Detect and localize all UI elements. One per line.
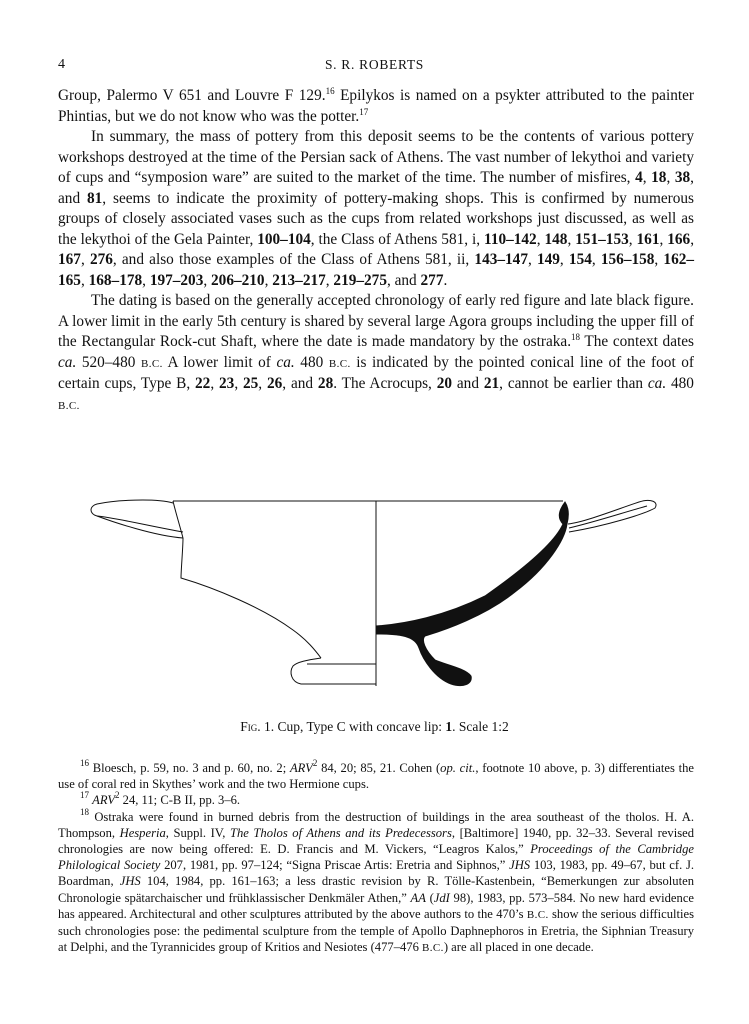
- footnotes: [58, 760, 694, 956]
- cup-profile-figure: [85, 488, 665, 698]
- footnote-16: $^{16}$ Bloesch, p. 59, no. 3 and p. 60, no. 2; ARV$^2$ 84, 20; 85, 21. Cohen (op. cit., footnote 10 above, p. 3) differentiates the use of coral red in Skythes’ work and the two Hermione cups.: [58, 758, 694, 792]
- figure-caption: Fig. 1. Cup, Type C with concave lip: 1. Scale 1:2: [240, 719, 509, 734]
- cup-profile-drawing: [85, 488, 665, 698]
- left-body-outline: [181, 538, 321, 658]
- left-lip: [173, 501, 183, 538]
- body-text: [58, 86, 694, 416]
- left-foot-outline: [291, 658, 376, 684]
- running-head: S. R. ROBERTS: [324, 57, 425, 72]
- right-handle-inner: [569, 506, 647, 528]
- footnote-ref[interactable]: 16: [325, 86, 335, 96]
- page-number: 4: [58, 57, 65, 72]
- footnote-ref[interactable]: 18: [571, 332, 581, 342]
- paragraph-2: In summary, the mass of pottery from this deposit seems to be the contents of various pottery workshops destroyed at the time of the Persian sack of Athens. The vast number of lekythoi and variety of cups and “symposion ware” are suited to the market of the time. The number of misfires, 4, 18, 38, and 81, seems to indicate the proximity of pottery-making shops. This is confirmed by numerous groups of closely associated vases such as the cups from related workshops just discussed, as well as the lekythoi of the Gela Painter, 100–104, the Class of Athens 581, i, 110–142, 148, 151–153, 161, 166, 167, 276, and also those examples of the Class of Athens 581, ii, 143–147, 149, 154, 156–158, 162–165, 168–178, 197–203, 206–210, 213–217, 219–275, and 277.: [58, 128, 695, 289]
- paragraph-3: The dating is based on the generally accepted chronology of early red figure and late black figure. A lower limit in the early 5th century is shared by several large Agora groups including the upper fill of the Rectangular Rock-cut Shaft, where the date is made mandatory by the ostraka.$^{18}$ The context dates ca. 520–480 B.C. A lower limit of ca. 480 B.C. is indicated by the pointed conical line of the foot of certain cups, Type B, 22, 23, 25, 26, and 28. The Acrocups, 20 and 21, cannot be earlier than ca. 480 B.C.: [58, 292, 695, 412]
- left-handle-outline: [91, 500, 183, 538]
- footnote-18: $^{18}$ Ostraka were found in burned debris from the destruction of buildings in the area southeast of the tholos. H. A. Thompson, Hesperia, Suppl. IV, The Tholos of Athens and its Predecessors, [Baltimore] 1940, pp. 32–33. Several revised chronologies are now being offered: E. D. Francis and M. Vickers, “Leagros Kalos,” Proceedings of the Cambridge Philological Society 207, 1981, pp. 97–124; “Signa Priscae Artis: Eretria and Siphnos,” JHS 103, 1983, pp. 49–67, but cf. J. Boardman, JHS 104, 1984, pp. 161–163; a less drastic revision by R. Tölle-Kastenbein, “Bemerkungen zur absoluten Chronologie spätarchaischer und frühklassischer Denkmäler Athen,” AA (JdI 98), 1983, pp. 573–584. No new hard evidence has appeared. Architectural and other sculptures attributed by the above authors to the 470’s B.C. show the serious difficulties such chronologies pose: the pedimental sculpture from the temple of Apollo Daphnephoros in Eretria, the Siphnian Treasury at Delphi, and the Tyrannicides group of Kritios and Nesiotes (477–476 B.C.) are all placed in one decade.: [58, 806, 695, 955]
- section-profile-solid: [376, 502, 568, 686]
- paragraph-1: Group, Palermo V 651 and Louvre F 129.16 Epilykos is named on a psykter attributed to the painter Phintias, but we do not know who was the potter.$^{17}$: [58, 86, 694, 125]
- footnote-17: $^{17}$ ARV$^2$ 24, 11; C-B II, pp. 3–6.: [80, 790, 241, 808]
- footnote-ref[interactable]: 17: [359, 106, 369, 117]
